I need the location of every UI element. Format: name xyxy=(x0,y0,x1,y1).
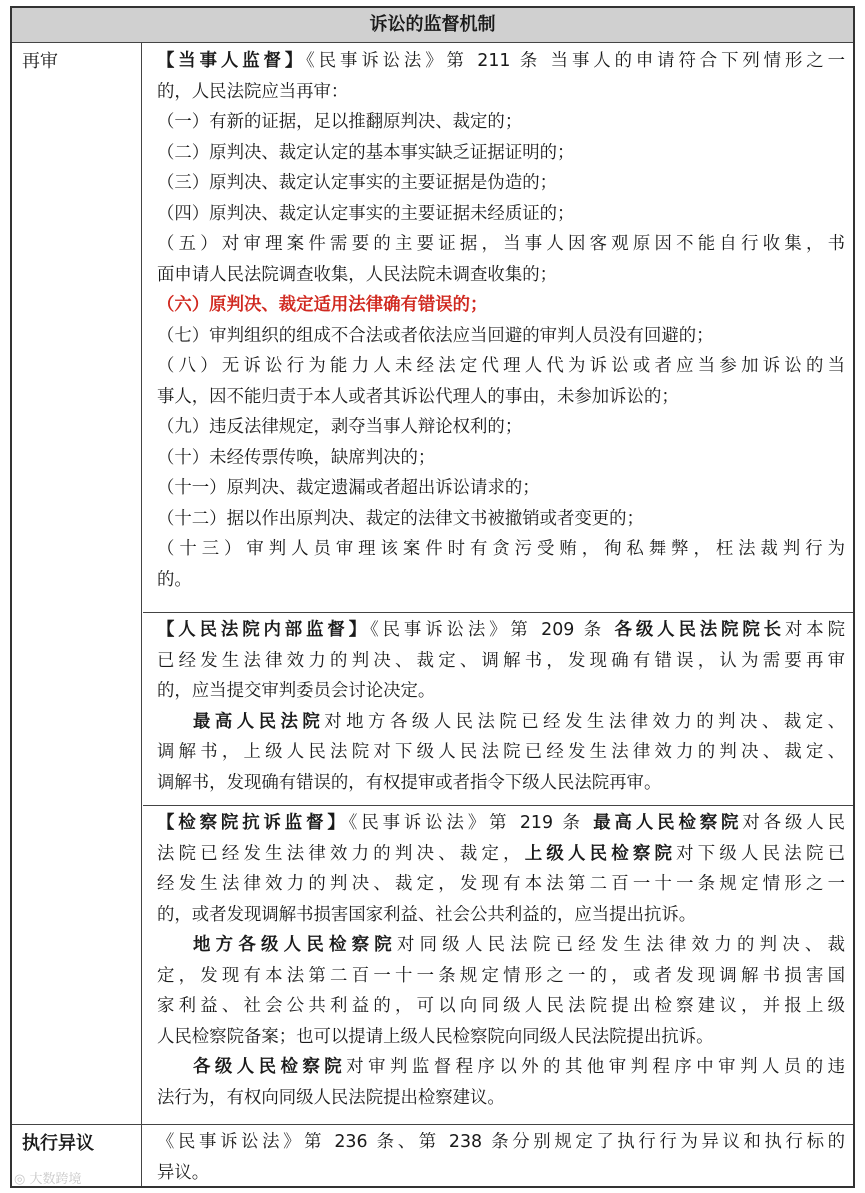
court-line-4: 最高人民法院对地方各级人民法院已经发生法律效力的判决、裁定、 xyxy=(193,711,845,732)
party-item: （三）原判决、裁定认定事实的主要证据是伪造的； xyxy=(157,173,557,193)
party-tag: 【当事人监督】 xyxy=(157,51,307,71)
court-line-6: 调解书，发现确有错误的，有权提审或者指令下级人民法院再审。 xyxy=(157,772,662,793)
party-item: 的。 xyxy=(157,569,192,590)
proc-line-2: 法院已经发生法律效力的判决、裁定，上级人民检察院对下级人民法院已 xyxy=(157,843,845,864)
cell-objection xyxy=(143,1125,853,1190)
proc-line-3: 经发生法律效力的判决、裁定，发现有本法第二百一十一条规定情形之一 xyxy=(157,874,845,894)
table-title: 诉讼的监督机制 xyxy=(12,8,853,43)
cell-court-supervision xyxy=(143,613,853,800)
party-item: （七）审判组织的组成不合法或者依法应当回避的审判人员没有回避的； xyxy=(157,325,714,346)
party-item: （二）原判决、裁定认定的基本事实缺乏证据证明的； xyxy=(157,142,575,163)
watermark: ◎ 大数跨境 xyxy=(14,1172,82,1187)
proc-line-7: 家利益、社会公共利益的，可以向同级人民法院提出检察建议，并报上级 xyxy=(157,996,845,1016)
proc-line-4: 的，或者发现调解书损害国家利益、社会公共利益的，应当提出抗诉。 xyxy=(157,904,697,925)
court-line-5: 调解书，上级人民法院对下级人民法院已经发生法律效力的判决、裁定、 xyxy=(157,742,845,762)
proc-line-8: 人民检察院备案；也可以提请上级人民检察院向同级人民法院提出抗诉。 xyxy=(157,1026,714,1047)
party-item: （十二）据以作出原判决、裁定的法律文书被撤销或者变更的； xyxy=(157,508,644,529)
row-label-retrial xyxy=(12,43,142,1124)
proc-line-10: 法行为，有权向同级人民法院提出检察建议。 xyxy=(157,1087,505,1108)
party-item: （十三）审判人员审理该案件时有贪污受贿，徇私舞弊，枉法裁判行为 xyxy=(157,539,845,559)
court-line-3: 的，应当提交审判委员会讨论决定。 xyxy=(157,681,436,701)
retrial-label: 再审 xyxy=(22,51,58,72)
watermark-logo-icon: ◎ xyxy=(14,1172,30,1187)
proc-line-9: 各级人民检察院对审判监督程序以外的其他审判程序中审判人员的违 xyxy=(193,1057,845,1077)
proc-line-6: 定，发现有本法第二百一十一条规定情形之一的，或者发现调解书损害国 xyxy=(157,965,845,986)
party-item: （五）对审理案件需要的主要证据，当事人因客观原因不能自行收集，书 xyxy=(157,234,845,254)
party-item: （八）无诉讼行为能力人未经法定代理人代为诉讼或者应当参加诉讼的当 xyxy=(157,356,845,376)
party-item-highlight: （六）原判决、裁定适用法律确有错误的； xyxy=(157,295,488,315)
court-line-1: 【人民法院内部监督】《民事诉讼法》第 209 条 各级人民法院院长对本院 xyxy=(157,620,845,640)
supervision-table xyxy=(10,6,855,1188)
objection-line-1: 《民事诉讼法》第 236 条、第 238 条分别规定了执行行为异议和执行标的 xyxy=(157,1132,845,1152)
party-line-2: 的，人民法院应当再审： xyxy=(157,81,349,102)
objection-label: 执行异议 xyxy=(22,1133,94,1154)
party-item: 面申请人民法院调查收集，人民法院未调查收集的； xyxy=(157,264,557,285)
proc-line-1: 【检察院抗诉监督】《民事诉讼法》第 219 条 最高人民检察院对各级人民 xyxy=(157,813,845,833)
party-item: （十一）原判决、裁定遗漏或者超出诉讼请求的； xyxy=(157,478,540,498)
party-line-1: 【当事人监督】《民事诉讼法》第 211 条 当事人的申请符合下列情形之一 xyxy=(157,51,845,71)
cell-procuratorate-supervision xyxy=(143,806,853,1115)
cell-party-supervision xyxy=(143,44,853,597)
court-line-2: 已经发生法律效力的判决、裁定、调解书，发现确有错误，认为需要再审 xyxy=(157,650,845,671)
proc-line-5: 地方各级人民检察院对同级人民法院已经发生法律效力的判决、裁 xyxy=(193,935,845,955)
party-item: （九）违反法律规定，剥夺当事人辩论权利的； xyxy=(157,417,523,437)
party-item: （十）未经传票传唤，缺席判决的； xyxy=(157,447,436,468)
party-item: 事人，因不能归责于本人或者其诉讼代理人的事由，未参加诉讼的； xyxy=(157,386,679,407)
party-item: （一）有新的证据，足以推翻原判决、裁定的； xyxy=(157,112,523,132)
objection-line-2: 异议。 xyxy=(157,1162,210,1183)
party-item: （四）原判决、裁定认定事实的主要证据未经质证的； xyxy=(157,203,575,224)
